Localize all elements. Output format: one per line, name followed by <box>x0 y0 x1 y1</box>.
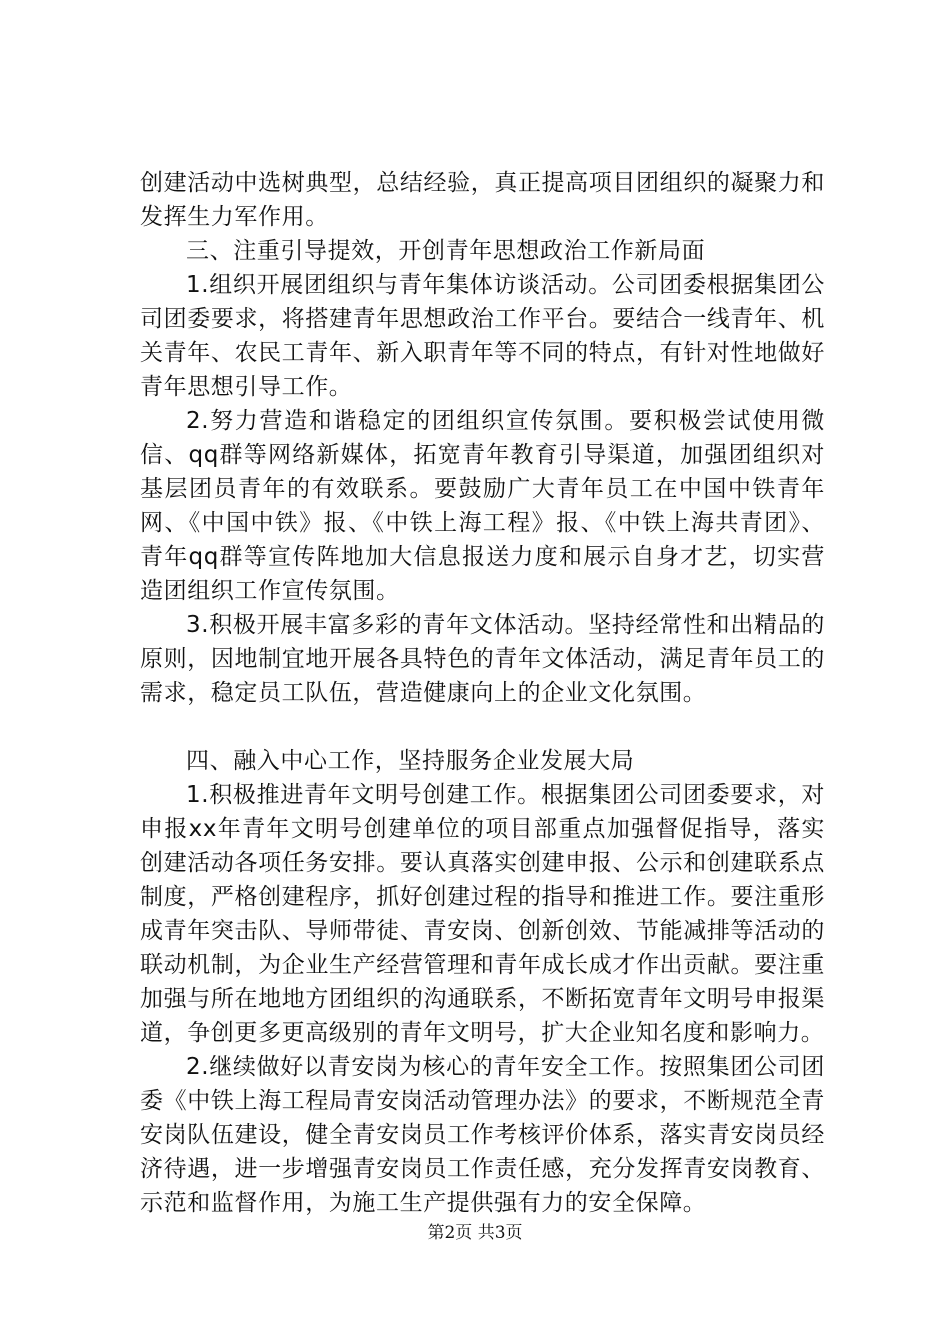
paragraph-3-2: 2.努力营造和谐稳定的团组织宣传氛围。要积极尝试使用微信、qq群等网络新媒体，拓宽青年教育引导渠道，加强团组织对基层团员青年的有效联系。要鼓励广大青年员工在中国中铁青年网、《中国中铁》报、《中铁上海工程》报、《中铁上海共青团》、青年qq群等宣传阵地加大信息报送力度和展示自身才艺，切实营造团组织工作宣传氛围。 <box>140 408 825 604</box>
paragraph-4-1: 1.积极推进青年文明号创建工作。根据集团公司团委要求，对申报xx年青年文明号创建单位的项目部重点加强督促指导，落实创建活动各项任务安排。要认真落实创建申报、公示和创建联系点制度，严格创建程序，抓好创建过程的指导和推进工作。要注重形成青年突击队、导师带徒、青安岗、创新创效、节能减排等活动的联动机制，为企业生产经营管理和青年成长成才作出贡献。要注重加强与所在地地方团组织的沟通联系，不断拓宽青年文明号申报渠道，争创更多更高级别的青年文明号，扩大企业知名度和影响力。 <box>140 782 825 1046</box>
section-heading-4: 四、融入中心工作，坚持服务企业发展大局 <box>186 748 635 774</box>
paragraph-4-2: 2.继续做好以青安岗为核心的青年安全工作。按照集团公司团委《中铁上海工程局青安岗活动管理办法》的要求，不断规范全青安岗队伍建设，健全青安岗员工作考核评价体系，落实青安岗员经济待遇，进一步增强青安岗员工作责任感，充分发挥青安岗教育、示范和监督作用，为施工生产提供强有力的安全保障。 <box>140 1054 825 1216</box>
paragraph-continuation: 创建活动中选树典型，总结经验，真正提高项目团组织的凝聚力和发挥生力军作用。 <box>140 170 825 230</box>
paragraph-3-3: 3.积极开展丰富多彩的青年文体活动。坚持经常性和出精品的原则，因地制宜地开展各具特色的青年文体活动，满足青年员工的需求，稳定员工队伍，营造健康向上的企业文化氛围。 <box>140 612 825 706</box>
page-footer: 第2页 共3页 <box>427 1223 523 1243</box>
document-body <box>140 166 825 1220</box>
paragraph-spacer <box>140 710 825 744</box>
paragraph-3-1: 1.组织开展团组织与青年集体访谈活动。公司团委根据集团公司团委要求，将搭建青年思想政治工作平台。要结合一线青年、机关青年、农民工青年、新入职青年等不同的特点，有针对性地做好青年思想引导工作。 <box>140 272 825 400</box>
section-heading-3: 三、注重引导提效，开创青年思想政治工作新局面 <box>186 238 706 264</box>
